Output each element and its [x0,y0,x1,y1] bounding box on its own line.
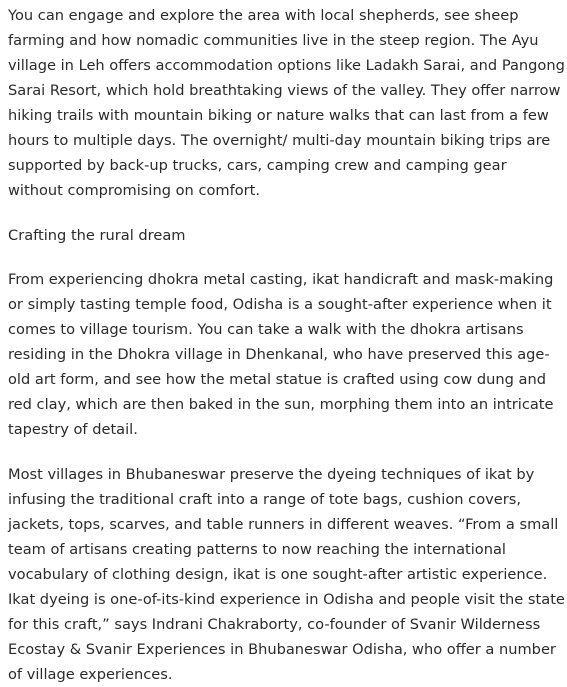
section-subheading: Crafting the rural dream [8,227,186,244]
article-paragraph-odisha: From experiencing dhokra metal casting, ikat handicraft and mask-making or simply tasting temple food, Odisha is a sought-after experience when it comes to village tourism. You can take a walk with the dhokra artisans residing in the Dhokra village in Dhenkanal, who have preserved this age-old art form, and see how the metal statue is crafted using cow dung and red clay, which are then baked in the sun, morphing them into an intricate tapestry of detail. [8,271,554,438]
article-paragraph-ikat: Most villages in Bhubaneswar preserve the dyeing techniques of ikat by infusing the traditional craft into a range of tote bags, cushion covers, jackets, tops, scarves, and table runners in different weaves. “From a small team of artisans creating patterns to now reaching the international vocabulary of clothing design, ikat is one sought-after artistic experience. Ikat dyeing is one-of-its-kind experience in Odisha and people visit the state for this craft,” says Indrani Chakraborty, co-founder of Svanir Wilderness Ecostay & Svanir Experiences in Bhubaneswar Odisha, who offer a number of village experiences. [8,466,565,683]
article-paragraph-ladakh: You can engage and explore the area with local shepherds, see sheep farming and how nomadic communities live in the steep region. The Ayu village in Leh offers accommodation options like Ladakh Sarai, and Pangong Sarai Resort, which hold breathtaking views of the valley. They offer narrow hiking trails with mountain biking or nature walks that can last from a few hours to multiple days. The overnight/ multi-day mountain biking trips are supported by back-up trucks, cars, camping crew and camping gear without compromising on comfort. [8,7,565,199]
article-body [8,3,565,687]
